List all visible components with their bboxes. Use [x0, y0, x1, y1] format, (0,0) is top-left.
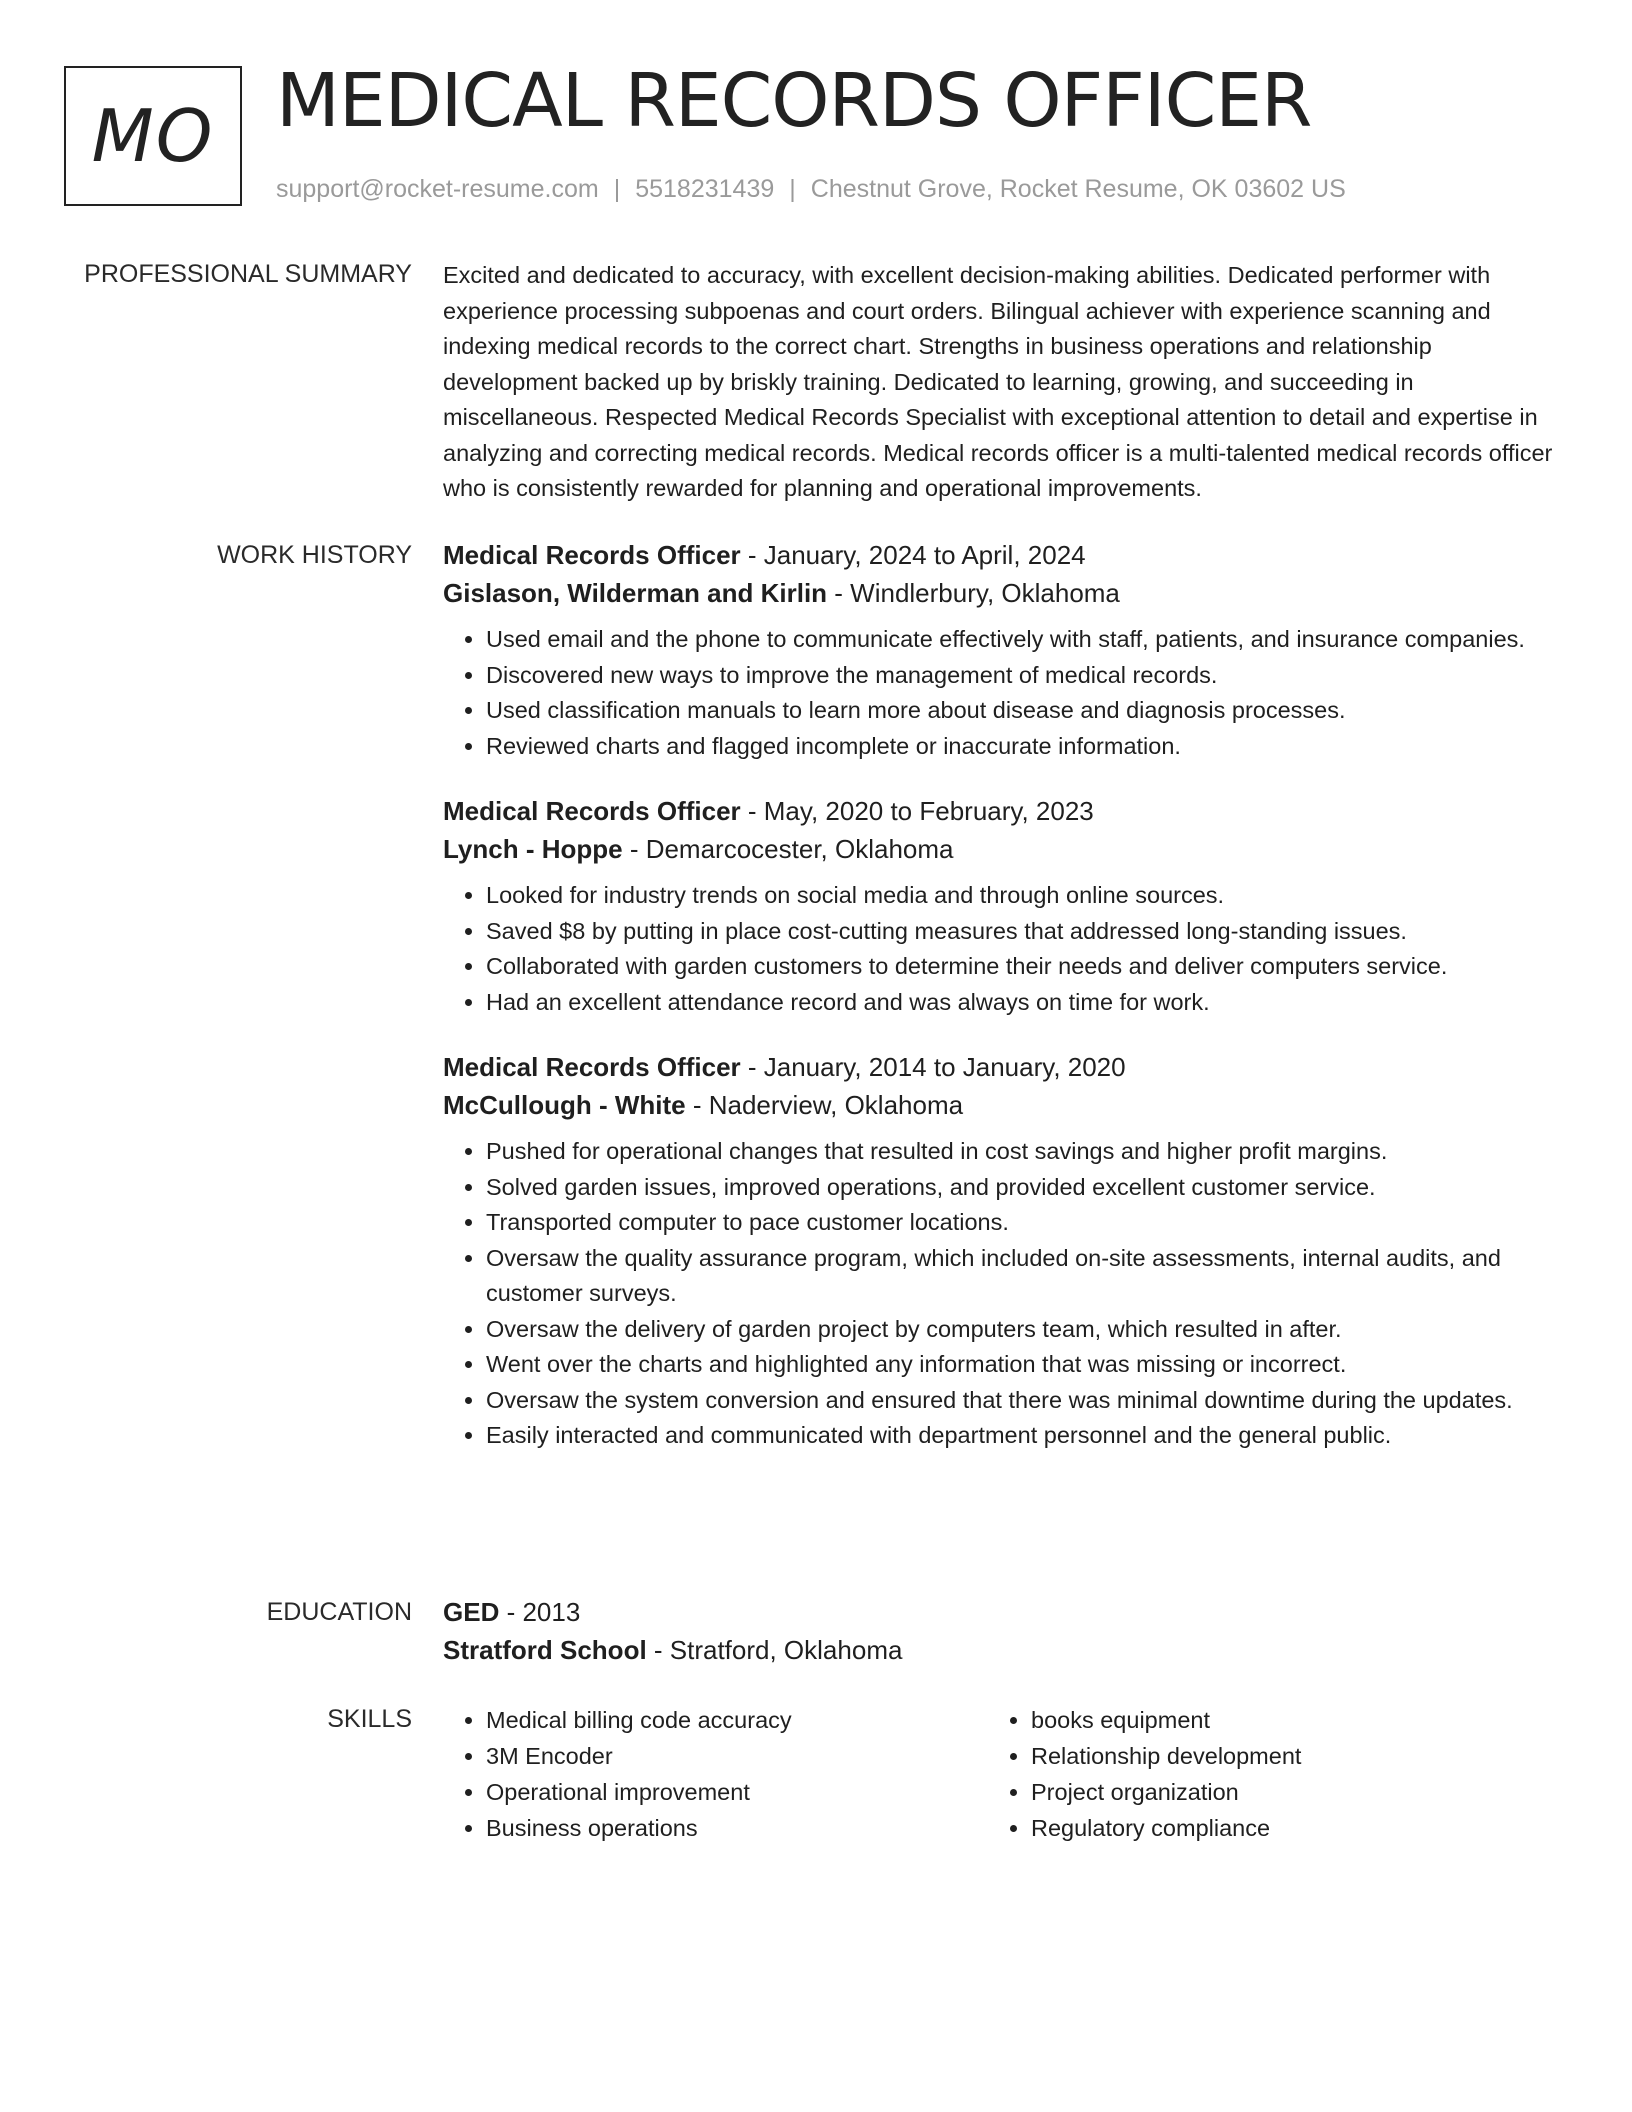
job-dates: - May, 2020 to February, 2023	[740, 796, 1094, 826]
job-company-line	[443, 574, 1558, 612]
list-item: • Had an excellent attendance record and was always on time for work.	[486, 985, 1558, 1021]
list-item: • Went over the charts and highlighted any information that was missing or incorrect.	[486, 1347, 1558, 1383]
list-item: • Medical billing code accuracy	[486, 1702, 986, 1738]
job-location: - Windlerbury, Oklahoma	[827, 578, 1120, 608]
skills-body	[443, 1702, 1558, 1846]
job-dates: - January, 2014 to January, 2020	[740, 1052, 1126, 1082]
section-title: EDUCATION	[266, 1598, 412, 1626]
list-item: • Saved $8 by putting in place cost-cutting measures that addressed long-standing issues.	[486, 914, 1558, 950]
list-item: • Regulatory compliance	[1031, 1810, 1531, 1846]
job-company: McCullough - White	[443, 1090, 686, 1120]
section-title: SKILLS	[327, 1705, 412, 1733]
job-company: Gislason, Wilderman and Kirlin	[443, 578, 828, 608]
list-item: • Used classification manuals to learn more about disease and diagnosis processes.	[486, 693, 1558, 729]
job-company: Lynch - Hoppe	[443, 834, 623, 864]
list-item: • Oversaw the delivery of garden project by computers team, which resulted in after.	[486, 1312, 1558, 1348]
list-item: • Collaborated with garden customers to determine their needs and deliver computers service.	[486, 949, 1558, 985]
education-year: - 2013	[499, 1597, 581, 1627]
section-title: PROFESSIONAL SUMMARY	[84, 260, 412, 288]
list-item: • books equipment	[1031, 1702, 1531, 1738]
contact-line	[276, 172, 1346, 206]
contact-separator: |	[613, 175, 621, 203]
summary-body	[443, 258, 1558, 507]
job-bullets	[443, 622, 1558, 764]
list-item: • 3M Encoder	[486, 1738, 986, 1774]
job-role: Medical Records Officer	[443, 540, 741, 570]
work-history-body	[443, 536, 1558, 1482]
contact-phone: 5518231439	[635, 175, 775, 203]
list-item: • Reviewed charts and flagged incomplete or inaccurate information.	[486, 729, 1558, 765]
list-item: • Used email and the phone to communicate effectively with staff, patients, and insurance companies.	[486, 622, 1558, 658]
job-title-line	[443, 536, 1558, 574]
job-location: - Naderview, Oklahoma	[685, 1090, 964, 1120]
job-entry	[443, 1048, 1558, 1454]
job-entry	[443, 792, 1558, 1020]
job-role: Medical Records Officer	[443, 796, 741, 826]
list-item: • Business operations	[486, 1810, 986, 1846]
skills-column	[986, 1702, 1531, 1846]
job-role: Medical Records Officer	[443, 1052, 741, 1082]
job-company-line	[443, 1086, 1558, 1124]
contact-email: support@rocket-resume.com	[276, 175, 599, 203]
list-item: • Oversaw the quality assurance program, which included on-site assessments, internal audits, and customer surveys.	[486, 1241, 1558, 1312]
list-item: • Transported computer to pace customer locations.	[486, 1205, 1558, 1241]
list-item: • Easily interacted and communicated with department personnel and the general public.	[486, 1418, 1558, 1454]
skills-grid	[443, 1702, 1558, 1846]
education-body	[443, 1593, 1558, 1669]
education-degree: GED	[443, 1597, 500, 1627]
section-title: WORK HISTORY	[217, 541, 412, 569]
education-school: Stratford School	[443, 1635, 647, 1665]
education-degree-line	[443, 1593, 1558, 1631]
job-bullets	[443, 1134, 1558, 1454]
list-item: • Relationship development	[1031, 1738, 1531, 1774]
list-item: • Project organization	[1031, 1774, 1531, 1810]
job-entry	[443, 536, 1558, 764]
job-bullets	[443, 878, 1558, 1020]
job-title-line	[443, 1048, 1558, 1086]
contact-separator: |	[789, 175, 796, 203]
list-item: • Solved garden issues, improved operations, and provided excellent customer service.	[486, 1170, 1558, 1206]
job-location: - Demarcocester, Oklahoma	[622, 834, 954, 864]
education-school-line	[443, 1631, 1558, 1669]
list-item: • Looked for industry trends on social media and through online sources.	[486, 878, 1558, 914]
job-dates: - January, 2024 to April, 2024	[740, 540, 1086, 570]
skills-column	[443, 1702, 986, 1846]
job-title-line	[443, 792, 1558, 830]
list-item: • Pushed for operational changes that resulted in cost savings and higher profit margins.	[486, 1134, 1558, 1170]
list-item: • Oversaw the system conversion and ensured that there was minimal downtime during the updates.	[486, 1383, 1558, 1419]
summary-text: Excited and dedicated to accuracy, with excellent decision-making abilities. Dedicated performer with experience processing subpoenas and court orders. Bilingual achiever with experience scanning and indexing medical records to the correct chart. Strengths in business operations and relationship development backed up by briskly training. Dedicated to learning, growing, and succeeding in miscellaneous. Respected Medical Records Specialist with exceptional attention to detail and expertise in analyzing and correcting medical records. Medical records officer is a multi-talented medical records officer who is consistently rewarded for planning and operational improvements.	[443, 262, 1553, 501]
list-item: • Operational improvement	[486, 1774, 986, 1810]
resume-title: MEDICAL RECORDS OFFICER	[276, 58, 1312, 144]
monogram-box	[64, 66, 242, 206]
contact-address: Chestnut Grove, Rocket Resume, OK 03602 US	[810, 175, 1346, 203]
job-company-line	[443, 830, 1558, 868]
monogram-initials: MO	[91, 94, 215, 178]
education-location: - Stratford, Oklahoma	[646, 1635, 903, 1665]
list-item: • Discovered new ways to improve the management of medical records.	[486, 658, 1558, 694]
